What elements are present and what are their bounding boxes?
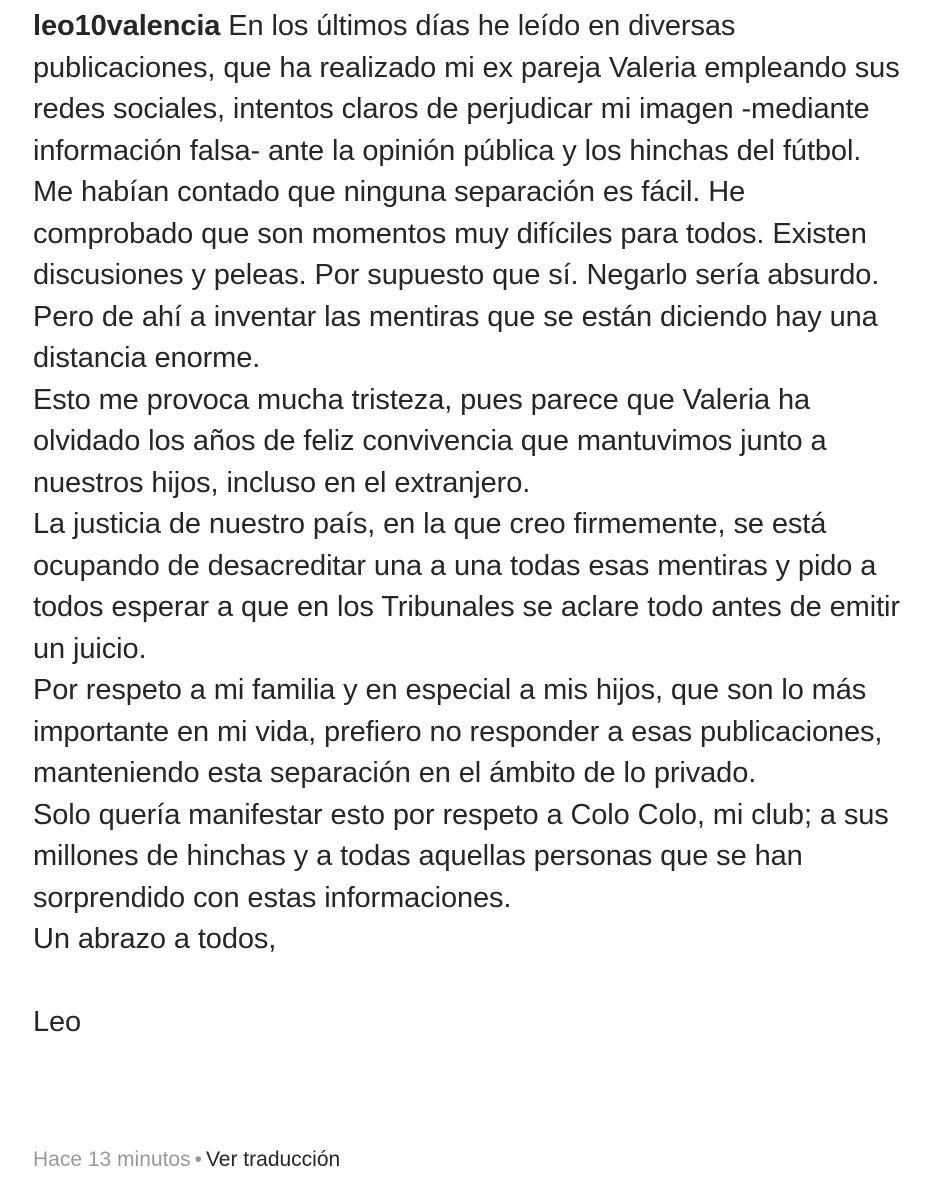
post-meta xyxy=(33,1146,340,1174)
caption-closing: Un abrazo a todos, xyxy=(33,923,277,955)
caption-signature: Leo xyxy=(33,1006,82,1038)
meta-separator: • xyxy=(194,1148,202,1171)
post-timestamp: Hace 13 minutos xyxy=(33,1148,191,1171)
see-translation-link[interactable]: Ver traducción xyxy=(205,1148,341,1171)
caption-paragraph-1: En los últimos días he leído en diversas publicaciones, que ha realizado mi ex pareja Valeria empleando sus redes sociales, intentos claros de perjudicar mi imagen -mediante información falsa- ante la opinión pública y los hinchas del fútbol. xyxy=(33,10,900,167)
caption-paragraph-5: Por respeto a mi familia y en especial a mis hijos, que son lo más importante en mi vida, prefiero no responder a esas publicaciones, manteniendo esta separación en el ámbito de lo privado. xyxy=(33,674,883,789)
caption-paragraph-3: Esto me provoca mucha tristeza, pues parece que Valeria ha olvidado los años de feliz convivencia que mantuvimos junto a nuestros hijos, incluso en el extranjero. xyxy=(33,383,827,499)
username-link[interactable]: leo10valencia xyxy=(33,10,221,42)
caption-blank-line xyxy=(33,961,913,1003)
post-caption-container xyxy=(33,6,913,1044)
caption-paragraph-6: Solo quería manifestar esto por respeto a Colo Colo, mi club; a sus millones de hinchas y a todas aquellas personas que se han sorprendido con estas informaciones. xyxy=(33,798,889,914)
post-caption xyxy=(33,6,913,1044)
caption-paragraph-2: Me habían contado que ninguna separación es fácil. He comprobado que son momentos muy difíciles para todos. Existen discusiones y peleas. Por supuesto que sí. Negarlo sería absurdo. Pero de ahí a inventar las mentiras que se están diciendo hay una distancia enorme. xyxy=(33,176,880,374)
caption-paragraph-4: La justicia de nuestro país, en la que creo firmemente, se está ocupando de desacreditar una a una todas esas mentiras y pido a todos esperar a que en los Tribunales se aclare todo antes de emitir un juicio. xyxy=(33,508,900,665)
